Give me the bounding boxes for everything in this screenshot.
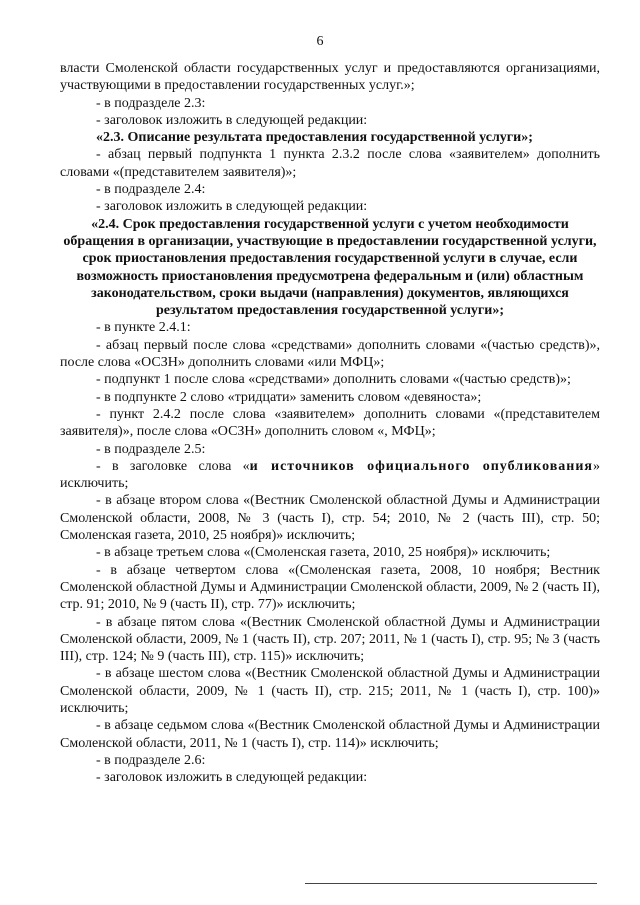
paragraph: - в абзаце четвертом слова «(Смоленская газета, 2008, 10 ноября; Вестник Смоленской областной Думы и Администрации Смоленской области, 2009, № 2 (часть II), стр. 91; 2010, № 9 (часть II), стр. 77)» исключить; [60,562,600,613]
document-body [60,60,600,786]
paragraph: - в пункте 2.4.1: [96,320,191,336]
paragraph: - заголовок изложить в следующей редакции: [96,112,368,128]
paragraph: - в абзаце третьем слова «(Смоленская газета, 2010, 25 ноября)» исключить; [96,545,551,561]
paragraph: - в абзаце шестом слова «(Вестник Смоленской областной Думы и Администрации Смоленской области, 2009, № 1 (часть II), стр. 215; 2011, № 1 (часть I), стр. 100)» исключить; [60,666,600,716]
paragraph: - в подпункте 2 слово «тридцати» заменить словом «девяноста»; [96,389,482,405]
paragraph: - абзац первый подпункта 1 пункта 2.3.2 после слова «заявителем» дополнить словами «(представителем заявителя)»; [60,147,600,180]
paragraph: - пункт 2.4.2 после слова «заявителем» дополнить словами «(представителем заявителя)», после слова «ОСЗН» дополнить словом «, МФЦ»; [60,406,600,440]
paragraph: - подпункт 1 после слова «средствами» дополнить словами «(частью средств)»; [96,372,571,388]
paragraph: - заголовок изложить в следующей редакции: [96,199,368,215]
emphasized-phrase: и источников официального опубликования [249,458,593,474]
paragraph [60,458,600,493]
paragraph: - абзац первый после слова «средствами» дополнить словами «(частью средств)», после слова «ОСЗН» дополнить словами «или МФЦ»; [60,337,600,371]
paragraph-text: » исключить; [60,458,600,492]
paragraph: - в подразделе 2.4: [96,182,206,198]
footer-divider [305,883,597,884]
paragraph: - в подразделе 2.5: [96,441,206,457]
paragraph-text: - в заголовке слова « [96,458,250,474]
paragraph: - в абзаце пятом слова «(Вестник Смоленской областной Думы и Администрации Смоленской области, 2009, № 1 (часть II), стр. 207; 2011, № 1 (часть I), стр. 95; № 3 (часть III), стр. 124; № 9 (часть III), стр. 115)» исключить; [60,614,600,665]
paragraph: власти Смоленской области государственных услуг и предоставляются организациями, участвующими в предоставлении государственных услуг.»; [60,61,600,94]
paragraph: - в подразделе 2.6: [96,752,206,768]
paragraph: - в абзаце втором слова «(Вестник Смоленской областной Думы и Администрации Смоленской области, 2008, № 3 (часть I), стр. 54; 2010, № 2 (часть III), стр. 50; Смоленская газета, 2010, 25 ноября)» исключить; [60,493,600,544]
section-heading: «2.4. Срок предоставления государственной услуги с учетом необходимости обращения в организации, участвующие в предоставлении государственной услуги, срок приостановления предоставления государственной услуги в случае, если возможность приостановления предусмотрена федеральным и (или) областным законодательством, сроки выдачи (направления) документов, являющихся результатом предоставления государственной услуги»; [63,216,597,319]
page-number: 6 [316,34,324,49]
paragraph: - в абзаце седьмом слова «(Вестник Смоленской областной Думы и Администрации Смоленской области, 2011, № 1 (часть I), стр. 114)» исключить; [60,718,600,751]
section-heading: «2.3. Описание результата предоставления государственной услуги»; [96,130,533,146]
paragraph: - заголовок изложить в следующей редакции: [96,770,368,786]
paragraph: - в подразделе 2.3: [96,95,206,111]
